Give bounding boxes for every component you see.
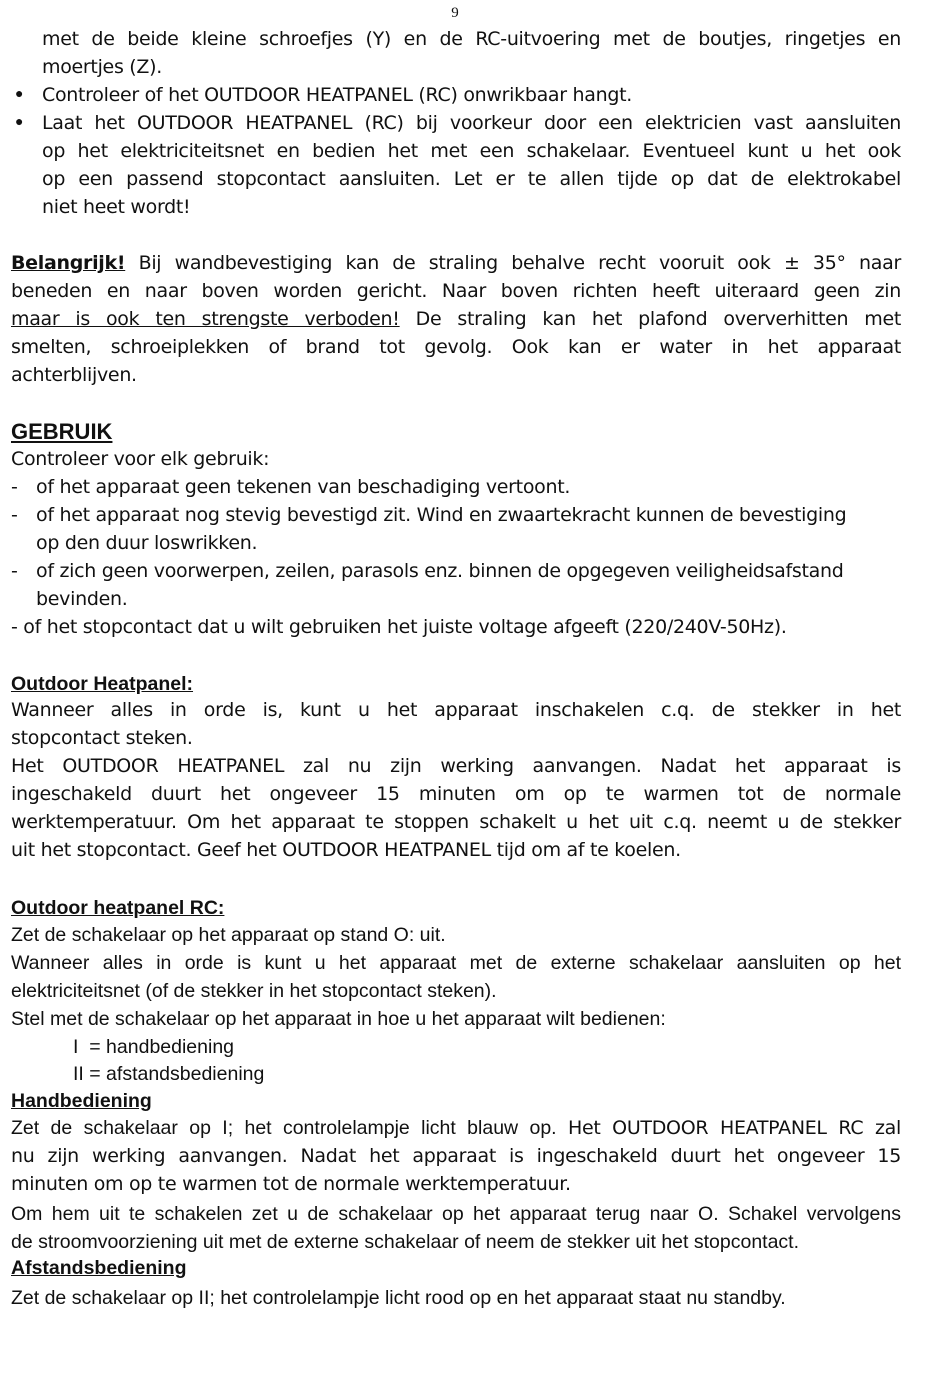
check-item: of het apparaat nog stevig bevestigd zit. Wind en zwaartekracht kunnen de bevestiging bbox=[36, 504, 847, 526]
paragraph-line: Het OUTDOOR HEATPANEL zal nu zijn werking aanvangen. Nadat het apparaat is bbox=[11, 755, 901, 777]
paragraph-line: stopcontact steken. bbox=[11, 727, 193, 749]
paragraph-line: ingeschakeld duurt het ongeveer 15 minuten om op te warmen tot de normale bbox=[11, 783, 901, 805]
important-line: maar is ook ten strengste verboden! De straling kan het plafond oververhitten met bbox=[11, 308, 902, 330]
bullet-item-cont: op het elektriciteitsnet en bedien het met een schakelaar. Eventueel kunt u het ook bbox=[42, 140, 901, 162]
paragraph-line: nu zijn werking aanvangen. Nadat het apparaat is ingeschakeld duurt het ongeveer 15 bbox=[11, 1145, 901, 1167]
paragraph-line: Wanneer alles in orde is kunt u het apparaat met de externe schakelaar aansluiten op het bbox=[11, 952, 901, 974]
paragraph-line: elektriciteitsnet (of de stekker in het stopcontact steken). bbox=[11, 980, 497, 1002]
check-item: of het apparaat geen tekenen van beschadiging vertoont. bbox=[36, 476, 571, 498]
important-line: beneden en naar boven worden gericht. Naar boven richten heeft uiteraard geen zin bbox=[11, 280, 901, 302]
important-label: Belangrijk! bbox=[11, 252, 126, 274]
check-item-voltage: - of het stopcontact dat u wilt gebruiken het juiste voltage afgeeft (220/240V-50Hz). bbox=[11, 616, 787, 638]
important-warning: maar is ook ten strengste verboden! bbox=[11, 308, 400, 330]
section-heading-handbediening: Handbediening bbox=[11, 1090, 152, 1112]
paragraph-line: werktemperatuur. Om het apparaat te stoppen schakelt u het uit c.q. neemt u de stekker bbox=[11, 811, 901, 833]
bullet-icon: ● bbox=[15, 115, 24, 130]
check-item-cont: op den duur loswrikken. bbox=[36, 532, 258, 554]
check-item-cont: bevinden. bbox=[36, 588, 128, 610]
paragraph-line: Stel met de schakelaar op het apparaat in hoe u het apparaat wilt bedienen: bbox=[11, 1008, 666, 1030]
important-line: Belangrijk! Bij wandbevestiging kan de straling behalve recht vooruit ook ± 35° naar bbox=[11, 252, 901, 274]
bullet-item-cont: niet heet wordt! bbox=[42, 196, 191, 218]
page-number: 9 bbox=[451, 5, 459, 21]
paragraph-line: Zet de schakelaar op I; het controlelampje licht blauw op. Het OUTDOOR HEATPANEL RC zal bbox=[11, 1117, 901, 1139]
paragraph-line: uit het stopcontact. Geef het OUTDOOR HEATPANEL tijd om af te koelen. bbox=[11, 839, 681, 861]
gebruik-intro: Controleer voor elk gebruik: bbox=[11, 448, 270, 470]
paragraph-line: Wanneer alles in orde is, kunt u het apparaat inschakelen c.q. de stekker in het bbox=[11, 699, 901, 721]
important-line: achterblijven. bbox=[11, 364, 137, 386]
paragraph-line: Zet de schakelaar op het apparaat op stand O: uit. bbox=[11, 924, 446, 946]
switch-option: II = afstandsbediening bbox=[73, 1063, 265, 1085]
intro-line: moertjes (Z). bbox=[42, 56, 162, 78]
section-heading-gebruik: GEBRUIK bbox=[11, 419, 113, 444]
bullet-item: Laat het OUTDOOR HEATPANEL (RC) bij voorkeur door een elektricien vast aansluiten bbox=[42, 112, 901, 134]
paragraph-line: minuten om op te warmen tot de normale werktemperatuur. bbox=[11, 1173, 571, 1195]
dash-marker: - bbox=[11, 560, 18, 582]
switch-option: I = handbediening bbox=[73, 1036, 235, 1058]
section-heading-afstandsbediening: Afstandsbediening bbox=[11, 1257, 187, 1279]
paragraph-line: de stroomvoorziening uit met de externe schakelaar of neem de stekker uit het stopcontact. bbox=[11, 1231, 800, 1253]
bullet-item: Controleer of het OUTDOOR HEATPANEL (RC) onwrikbaar hangt. bbox=[42, 84, 632, 106]
bullet-icon: ● bbox=[15, 87, 24, 102]
important-line: smelten, schroeiplekken of brand tot gevolg. Ook kan er water in het apparaat bbox=[11, 336, 901, 358]
section-heading-outdoor-heatpanel: Outdoor Heatpanel: bbox=[11, 673, 194, 695]
paragraph-line: Zet de schakelaar op II; het controlelampje licht rood op en het apparaat staat nu standby. bbox=[11, 1287, 786, 1309]
intro-line: met de beide kleine schroefjes (Y) en de RC-uitvoering met de boutjes, ringetjes en bbox=[42, 28, 901, 50]
paragraph-line: Om hem uit te schakelen zet u de schakelaar op het apparaat terug naar O. Schakel vervolgens bbox=[11, 1203, 901, 1225]
dash-marker: - bbox=[11, 476, 18, 498]
section-heading-outdoor-heatpanel-rc: Outdoor heatpanel RC: bbox=[11, 897, 225, 919]
dash-marker: - bbox=[11, 504, 18, 526]
check-item: of zich geen voorwerpen, zeilen, parasols enz. binnen de opgegeven veiligheidsafstand bbox=[36, 560, 844, 582]
bullet-item-cont: op een passend stopcontact aansluiten. Let er te allen tijde op dat de elektrokabel bbox=[42, 168, 901, 190]
